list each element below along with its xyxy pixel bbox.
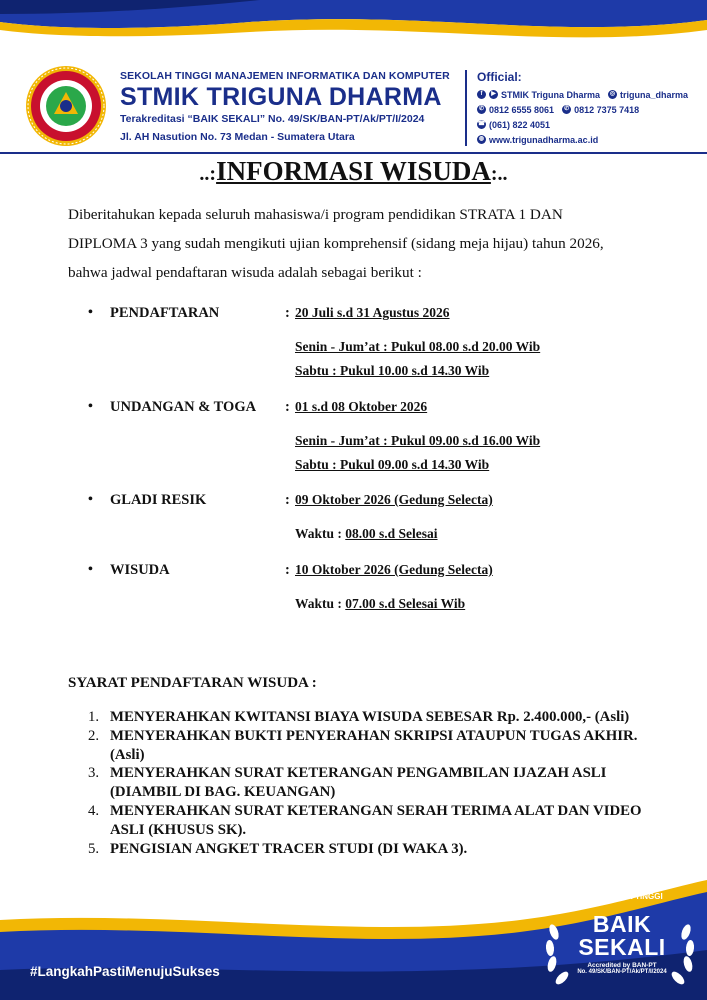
colon: : bbox=[285, 305, 290, 321]
phone-number[interactable]: (061) 822 4051 bbox=[489, 119, 551, 130]
page-title bbox=[0, 156, 707, 187]
badge-line1: AKREDITASI bbox=[597, 883, 647, 892]
list-item bbox=[88, 727, 648, 765]
item-text: PENGISIAN ANGKET TRACER STUDI (DI WAKA 3). bbox=[110, 840, 468, 857]
list-item bbox=[88, 708, 648, 727]
bullet: • bbox=[88, 492, 93, 507]
detail-value: 08.00 s.d Selesai bbox=[345, 526, 438, 541]
item-text: MENYERAHKAN KWITANSI BIAYA WISUDA SEBESAR Rp. 2.400.000,- (Asli) bbox=[110, 709, 630, 725]
colon: : bbox=[285, 492, 290, 508]
whatsapp-2[interactable]: 0812 7375 7418 bbox=[574, 104, 640, 115]
schedule-label: GLADI RESIK bbox=[110, 492, 207, 508]
badge-line5: Accredited by BAN-PT bbox=[587, 962, 657, 969]
instagram-icon: ◎ bbox=[609, 91, 616, 97]
badge-line6: No. 49/SK/BAN-PT/Ak/PT/I/2024 bbox=[577, 969, 667, 975]
footer-hashtag: #LangkahPastiMenujuSukses bbox=[30, 964, 220, 979]
schedule-value: 09 Oktober 2026 (Gedung Selecta) bbox=[295, 492, 493, 507]
address: Jl. AH Nasution No. 73 Medan - Sumatera Utara bbox=[120, 131, 355, 143]
youtube-icon: ▶ bbox=[489, 90, 498, 99]
item-text: MENYERAHKAN SURAT KETERANGAN PENGAMBILAN IJAZAH ASLI (DIAMBIL DI BAG. KEUANGAN) bbox=[110, 765, 607, 801]
detail-prefix: Waktu : bbox=[295, 596, 342, 611]
bullet: • bbox=[88, 562, 93, 577]
list-item bbox=[88, 840, 648, 859]
phone-icon: ☎ bbox=[477, 121, 486, 127]
whatsapp-icon: ✆ bbox=[478, 106, 485, 112]
schedule-label: PENDAFTARAN bbox=[110, 305, 220, 321]
schedule-detail: Senin - Jum’at : Pukul 09.00 s.d 16.00 Wib bbox=[295, 433, 541, 448]
institution-block bbox=[120, 70, 450, 143]
header-wave bbox=[0, 0, 707, 60]
accreditation-badge bbox=[548, 883, 696, 975]
instagram-handle[interactable]: triguna_dharma bbox=[620, 89, 689, 100]
schedule-detail bbox=[295, 596, 465, 612]
intro-paragraph: Diberitahukan kepada seluruh mahasiswa/i program pendidikan STRATA 1 DAN DIPLOMA 3 yang sudah mengikuti ujian komprehensif (sidang meja hijau) tahun 2026, bahwa jadwal pendaftaran wisuda adalah sebagai berikut : bbox=[68, 206, 604, 281]
bullet: • bbox=[88, 305, 93, 320]
globe-icon: ◍ bbox=[478, 136, 485, 142]
header-divider bbox=[465, 70, 467, 146]
accreditation-line: Terakreditasi “BAIK SEKALI” No. 49/SK/BAN-PT/Ak/PT/I/2024 bbox=[120, 113, 425, 125]
official-title: Official: bbox=[477, 70, 522, 84]
item-number: 2. bbox=[88, 727, 100, 744]
item-number: 1. bbox=[88, 709, 100, 725]
title-prefix: ..: bbox=[199, 163, 217, 185]
title-suffix: :.. bbox=[490, 163, 508, 185]
schedule-label: WISUDA bbox=[110, 562, 170, 578]
schedule-value: 01 s.d 08 Oktober 2026 bbox=[295, 399, 428, 414]
website-link[interactable]: www.trigunadharma.ac.id bbox=[489, 134, 599, 145]
list-item bbox=[88, 802, 648, 840]
title-main: INFORMASI WISUDA bbox=[216, 156, 491, 186]
bullet: • bbox=[88, 399, 93, 414]
list-item bbox=[88, 764, 648, 802]
official-contacts bbox=[477, 70, 688, 147]
header-rule bbox=[0, 152, 707, 154]
item-number: 5. bbox=[88, 840, 100, 857]
detail-value: 07.00 s.d Selesai Wib bbox=[345, 596, 466, 611]
schedule-value: 20 Juli s.d 31 Agustus 2026 bbox=[295, 305, 450, 320]
social-name[interactable]: STMIK Triguna Dharma bbox=[501, 89, 601, 100]
facebook-icon: f bbox=[477, 90, 486, 99]
colon: : bbox=[285, 562, 290, 578]
schedule-detail bbox=[295, 526, 438, 542]
badge-word1: BAIK bbox=[592, 911, 652, 937]
schedule-label: UNDANGAN & TOGA bbox=[110, 399, 257, 415]
colon: : bbox=[285, 399, 290, 415]
schedule-detail: Sabtu : Pukul 09.00 s.d 14.30 Wib bbox=[295, 457, 490, 472]
schedule-detail: Senin - Jum’at : Pukul 08.00 s.d 20.00 Wib bbox=[295, 339, 541, 354]
whatsapp-icon: ✆ bbox=[564, 106, 570, 112]
badge-word2: SEKALI bbox=[578, 934, 666, 960]
detail-prefix: Waktu : bbox=[295, 526, 342, 541]
item-text: MENYERAHKAN SURAT KETERANGAN SERAH TERIMA ALAT DAN VIDEO ASLI (KHUSUS SK). bbox=[110, 802, 642, 838]
requirements-title: SYARAT PENDAFTARAN WISUDA : bbox=[68, 675, 317, 691]
item-number: 4. bbox=[88, 802, 100, 819]
requirements-list bbox=[88, 708, 648, 858]
item-text: MENYERAHKAN BUKTI PENYERAHAN SKRIPSI ATAUPUN TUGAS AKHIR.(Asli) bbox=[110, 727, 638, 763]
college-logo-icon bbox=[24, 64, 108, 148]
schedule-detail: Sabtu : Pukul 10.00 s.d 14.30 Wib bbox=[295, 363, 490, 378]
institution-line: SEKOLAH TINGGI MANAJEMEN INFORMATIKA DAN KOMPUTER bbox=[120, 70, 450, 82]
item-number: 3. bbox=[88, 765, 100, 782]
whatsapp-1[interactable]: 0812 6555 8061 bbox=[489, 104, 555, 115]
schedule-value: 10 Oktober 2026 (Gedung Selecta) bbox=[295, 562, 493, 577]
badge-line2: PERGURUAN TINGGI bbox=[581, 892, 663, 901]
institution-name: STMIK TRIGUNA DHARMA bbox=[120, 83, 442, 111]
